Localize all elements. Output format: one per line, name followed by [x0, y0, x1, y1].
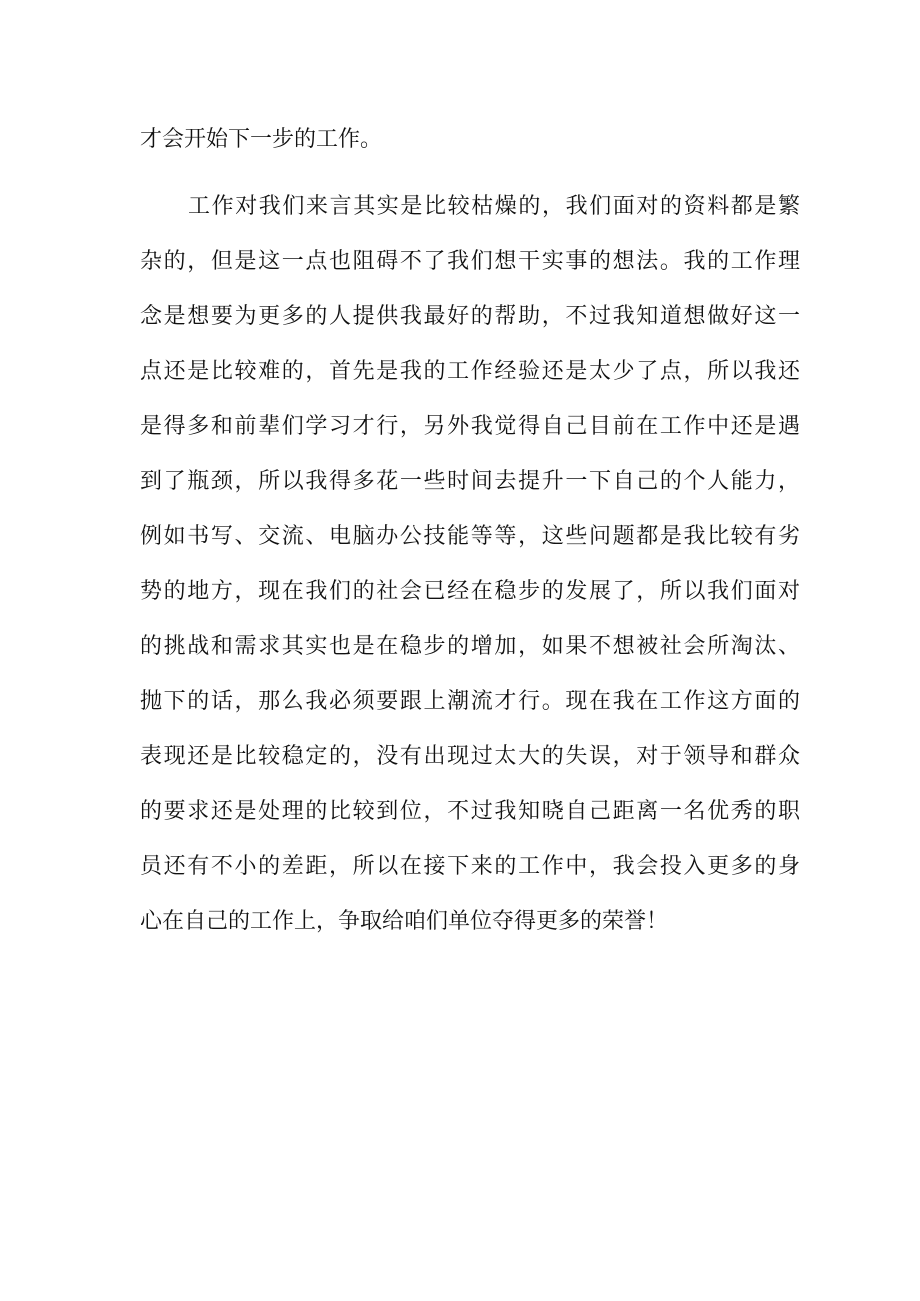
paragraph-line: 到了瓶颈，所以我得多花一些时间去提升一下自己的个人能力，	[140, 469, 800, 494]
paragraph-line: 的挑战和需求其实也是在稳步的增加，如果不想被社会所淘汰、	[140, 634, 800, 659]
continuation-line: 才会开始下一步的工作。	[140, 127, 383, 152]
paragraph-line: 心在自己的工作上，争取给咱们单位夺得更多的荣誉！	[140, 909, 669, 934]
paragraph-line: 表现还是比较稳定的，没有出现过太大的失误，对于领导和群众	[140, 744, 800, 769]
paragraph-line: 杂的，但是这一点也阻碍不了我们想干实事的想法。我的工作理	[140, 249, 800, 274]
paragraph-line: 是得多和前辈们学习才行，另外我觉得自己目前在工作中还是遇	[140, 414, 800, 439]
paragraph-line: 例如书写、交流、电脑办公技能等等，这些问题都是我比较有劣	[140, 524, 800, 549]
paragraph-line: 的要求还是处理的比较到位，不过我知晓自己距离一名优秀的职	[140, 799, 800, 824]
paragraph-line: 念是想要为更多的人提供我最好的帮助，不过我知道想做好这一	[140, 304, 800, 329]
paragraph-line: 点还是比较难的，首先是我的工作经验还是太少了点，所以我还	[140, 359, 800, 384]
paragraph-line: 工作对我们来言其实是比较枯燥的，我们面对的资料都是繁	[188, 194, 800, 219]
paragraph-line: 抛下的话，那么我必须要跟上潮流才行。现在我在工作这方面的	[140, 689, 800, 714]
paragraph-line: 员还有不小的差距，所以在接下来的工作中，我会投入更多的身	[140, 854, 800, 879]
paragraph-line: 势的地方，现在我们的社会已经在稳步的发展了，所以我们面对	[140, 579, 800, 604]
